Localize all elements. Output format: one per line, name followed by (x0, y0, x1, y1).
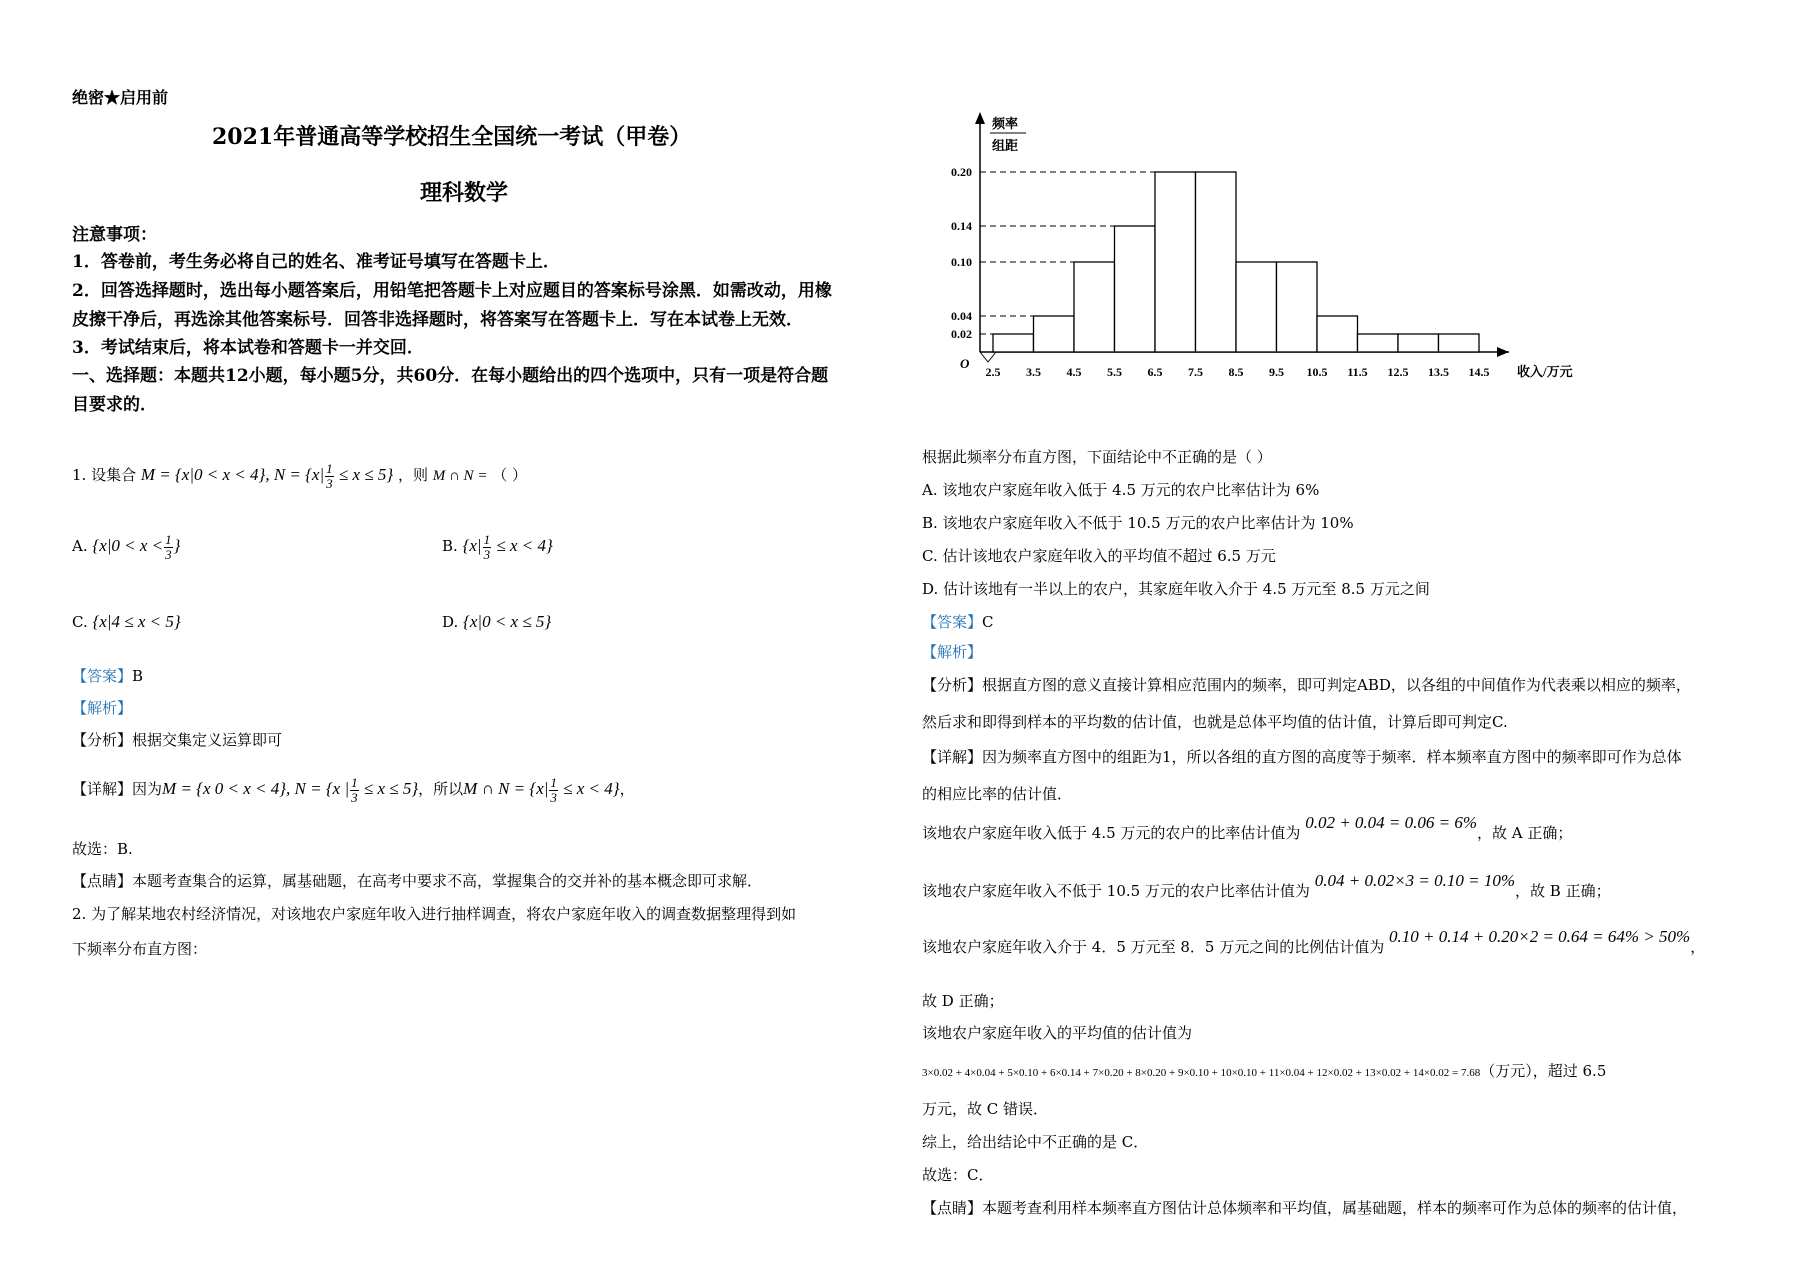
y-tick-label: 0.04 (951, 309, 972, 323)
notice-item-1: 1．答卷前，考生务必将自己的姓名、准考证号填写在答题卡上． (72, 252, 560, 272)
option-expr: {x|0 < x < (92, 536, 164, 556)
frac-den: 3 (326, 475, 333, 491)
q1-N-prefix: , N = {x| (265, 465, 325, 485)
q2-option-c: C. 估计该地农户家庭年收入的平均值不超过 6.5 万元 (922, 547, 1276, 565)
q1-choose: 故选：B. (72, 840, 133, 858)
y-label-numerator: 频率 (992, 116, 1019, 131)
axis-break-mark (980, 352, 996, 362)
frequency-histogram (922, 70, 1582, 390)
q2-mean-end: 万元，故 C 错误． (922, 1100, 1049, 1118)
q1-N-suffix: ≤ x ≤ 5} (334, 465, 394, 485)
option-expr-post: ≤ x < 4} (492, 536, 553, 556)
frac-num: 1 (326, 461, 333, 476)
q2-mean-line (922, 1060, 1606, 1081)
q2-summary: 综上，给出结论中不正确的是 C． (922, 1133, 1149, 1151)
secret-mark: 绝密★启用前 (72, 88, 169, 107)
notice-item-2b: 皮擦干净后，再选涂其他答案标号．回答非选择题时，将答案写在答题卡上．写在本试卷上无效． (72, 310, 803, 330)
histogram-bar (993, 334, 1034, 352)
x-axis-arrow (1497, 347, 1509, 357)
frac-num: 1 (165, 532, 172, 547)
x-tick-label: 5.5 (1107, 365, 1122, 379)
detail-result-pre: M ∩ N = {x| (463, 779, 549, 799)
notice-heading: 注意事项： (72, 225, 157, 245)
histogram-bar (1398, 334, 1439, 352)
x-tick-label: 3.5 (1026, 365, 1041, 379)
x-tick-label: 12.5 (1387, 365, 1409, 379)
q1-option-c (72, 612, 181, 632)
q2-question: 根据此频率分布直方图，下面结论中不正确的是（ ） (922, 448, 1272, 466)
q1-N-fraction (325, 462, 334, 490)
y-tick-label: 0.14 (951, 219, 972, 233)
x-tick-label: 2.5 (985, 365, 1001, 379)
q1-option-d (442, 612, 551, 632)
detail-result-post: ≤ x < 4} (558, 779, 620, 799)
x-tick-label: 7.5 (1188, 365, 1203, 379)
histogram-bar (1439, 334, 1480, 352)
detail-tag: 【详解】 (922, 748, 983, 766)
q1-M: M = {x|0 < x < 4} (140, 465, 266, 485)
q2-line-d2: 故 D 正确； (922, 992, 1004, 1010)
origin-label: O (960, 356, 970, 371)
x-tick-label: 4.5 (1066, 365, 1082, 379)
detail-pre: 因为 (132, 780, 163, 799)
comment-tag: 【点睛】 (922, 1199, 983, 1217)
q1-then: ，则 (397, 466, 428, 485)
histogram-bar (1115, 226, 1156, 352)
line-end: ， (1690, 938, 1706, 956)
exam-subject: 理科数学 (420, 180, 509, 206)
frac-den: 3 (165, 546, 172, 562)
fenxi-text: 根据直方图的意义直接计算相应范围内的频率，即可判定ABD，以各组的中间值作为代表乘以相应的频率， (982, 676, 1691, 694)
histogram-bar (1155, 172, 1196, 352)
detail-result-fraction (549, 776, 558, 804)
comment-tag: 【点睛】 (72, 872, 133, 890)
line-text: 该地农户家庭年收入不低于 10.5 万元的农户比率估计值为 (922, 882, 1310, 900)
histogram-bar (1196, 172, 1237, 352)
histogram-bar (1034, 316, 1075, 352)
answer-tag: 【答案】 (72, 667, 133, 685)
q1-answer (72, 665, 143, 686)
option-label: D. (442, 613, 459, 631)
q2-choose: 故选：C． (922, 1166, 994, 1184)
q2-option-d: D. 估计该地有一半以上的农户，其家庭年收入介于 4.5 万元至 8.5 万元之间 (922, 580, 1430, 598)
comment-text: 本题考查利用样本频率直方图估计总体频率和平均值，属基础题，样本的频率可作为总体的频率的估计值， (982, 1199, 1688, 1217)
x-tick-label: 8.5 (1228, 365, 1244, 379)
option-fraction (164, 533, 173, 561)
option-expr: {x|4 ≤ x < 5} (92, 612, 181, 631)
q2-line-a (922, 813, 1573, 843)
detail-N-post: ≤ x ≤ 5} (359, 779, 419, 799)
frac-num: 1 (550, 775, 557, 790)
q1-detail (72, 776, 635, 804)
y-label-denominator: 组距 (992, 138, 1019, 153)
fenxi-tag: 【分析】 (922, 676, 983, 694)
q1-paren: （ ） (492, 466, 528, 485)
q2-fenxi-b: 然后求和即得到样本的平均数的估计值，也就是总体平均值的估计值，计算后即可判定C. (922, 713, 1508, 731)
frac-num: 1 (351, 775, 358, 790)
x-tick-label: 14.5 (1468, 365, 1490, 379)
histogram-bar (1317, 316, 1358, 352)
q1-option-a (72, 533, 180, 561)
option-label: A. (72, 537, 88, 556)
answer-value: B (132, 667, 144, 685)
x-tick-label: 6.5 (1147, 365, 1163, 379)
frac-num: 1 (483, 532, 491, 547)
q1-analysis-tag: 【解析】 (72, 699, 133, 717)
q2-mean-intro: 该地农户家庭年收入的平均值的估计值为 (922, 1024, 1193, 1042)
detail-tag: 【详解】 (72, 780, 133, 799)
line-math: 0.02 + 0.04 = 0.06 = 6% (1305, 813, 1478, 832)
detail-sets: M = {x 0 < x < 4}, N = {x | (162, 779, 350, 799)
line-text: 该地农户家庭年收入低于 4.5 万元的农户的比率估计值为 (922, 824, 1301, 842)
y-tick-label: 0.02 (951, 327, 972, 341)
x-axis-label: 收入/万元 (1517, 364, 1573, 379)
comment-text: 本题考查集合的运算，属基础题，在高考中要求不高，掌握集合的交并补的基本概念即可求解． (132, 872, 763, 890)
q2-fenxi-a (922, 674, 1691, 695)
line-end: ，故 B 正确； (1515, 882, 1611, 900)
q2-line-d (922, 927, 1706, 957)
line-text: 该地农户家庭年收入介于 4．5 万元至 8．5 万元之间的比例估计值为 (922, 938, 1385, 956)
q2-line-b (922, 871, 1611, 901)
histogram-bar (1074, 262, 1115, 352)
q2-comment (922, 1197, 1687, 1218)
answer-value: C (982, 613, 994, 631)
q1-option-b (442, 533, 553, 561)
option-expr: {x|0 < x ≤ 5} (463, 612, 552, 631)
answer-tag: 【答案】 (922, 613, 983, 631)
x-tick-label: 13.5 (1428, 365, 1449, 379)
detail-text: 因为频率直方图中的组距为1，所以各组的直方图的高度等于频率．样本频率直方图中的频率即可作为总体 (982, 748, 1682, 766)
q2-stem-a: 2. 为了解某地农村经济情况，对该地农户家庭年收入进行抽样调查，将农户家庭年收入的调查数据整理得到如 (72, 905, 797, 923)
line-end: ，故 A 正确； (1477, 824, 1573, 842)
option-expr-post: } (173, 536, 181, 556)
x-tick-label: 9.5 (1269, 365, 1284, 379)
notice-item-2a: 2．回答选择题时，选出每小题答案后，用铅笔把答题卡上对应题目的答案标号涂黑．如需改动，用橡 (72, 281, 832, 301)
y-tick-label: 0.20 (951, 165, 972, 179)
line-math: 0.04 + 0.02×3 = 0.10 = 10% (1314, 871, 1516, 890)
mean-math: 3×0.02 + 4×0.04 + 5×0.10 + 6×0.14 + 7×0.20 + 8×0.20 + 9×0.10 + 10×0.10 + 11×0.04 + 12×0.02 + 13×0.02 + 14×0.02 = 7.68 (922, 1067, 1481, 1079)
q1-comment (72, 870, 762, 891)
q2-option-b: B. 该地农户家庭年收入不低于 10.5 万元的农户比率估计为 10% (922, 514, 1354, 532)
detail-mid: ，所以 (418, 780, 464, 799)
histogram-bar (1236, 262, 1277, 352)
q1-ask: M ∩ N = (432, 468, 488, 485)
q2-stem-b: 下频率分布直方图： (72, 940, 208, 958)
q2-answer (922, 611, 994, 632)
line-math: 0.10 + 0.14 + 0.20×2 = 0.64 = 64% > 50% (1389, 927, 1691, 946)
histogram-bar (1277, 262, 1318, 352)
q2-option-a: A. 该地农户家庭年收入低于 4.5 万元的农户比率估计为 6% (922, 481, 1320, 499)
q1-fenxi (72, 729, 282, 750)
section-heading-b: 目要求的． (72, 395, 157, 415)
x-tick-label: 11.5 (1347, 365, 1368, 379)
histogram-bar (1358, 334, 1399, 352)
q2-analysis-tag: 【解析】 (922, 643, 983, 661)
x-tick-label: 10.5 (1306, 365, 1328, 379)
mean-end: （万元），超过 6.5 (1480, 1062, 1607, 1080)
exam-title: 2021年普通高等学校招生全国统一考试（甲卷） (212, 124, 692, 150)
detail-end: ， (619, 780, 635, 799)
fenxi-text: 根据交集定义运算即可 (132, 731, 283, 749)
frac-den: 3 (550, 789, 557, 805)
q1-lead: 1. 设集合 (72, 466, 137, 485)
option-fraction (483, 533, 492, 561)
y-tick-label: 0.10 (951, 255, 972, 269)
fenxi-tag: 【分析】 (72, 731, 133, 749)
option-label: B. (442, 537, 458, 556)
q1-stem (72, 462, 527, 490)
option-expr: {x| (462, 536, 482, 556)
section-heading-a: 一、选择题：本题共12小题，每小题5分，共60分．在每小题给出的四个选项中，只有一项是符合题 (72, 366, 829, 386)
detail-fraction (350, 776, 359, 804)
q2-detail-b: 的相应比率的估计值． (922, 785, 1073, 803)
frac-den: 3 (351, 789, 358, 805)
option-label: C. (72, 613, 88, 631)
q2-detail-a (922, 746, 1682, 767)
y-axis-arrow (975, 112, 985, 124)
frac-den: 3 (483, 546, 491, 562)
notice-item-3: 3．考试结束后，将本试卷和答题卡一并交回． (72, 338, 424, 358)
